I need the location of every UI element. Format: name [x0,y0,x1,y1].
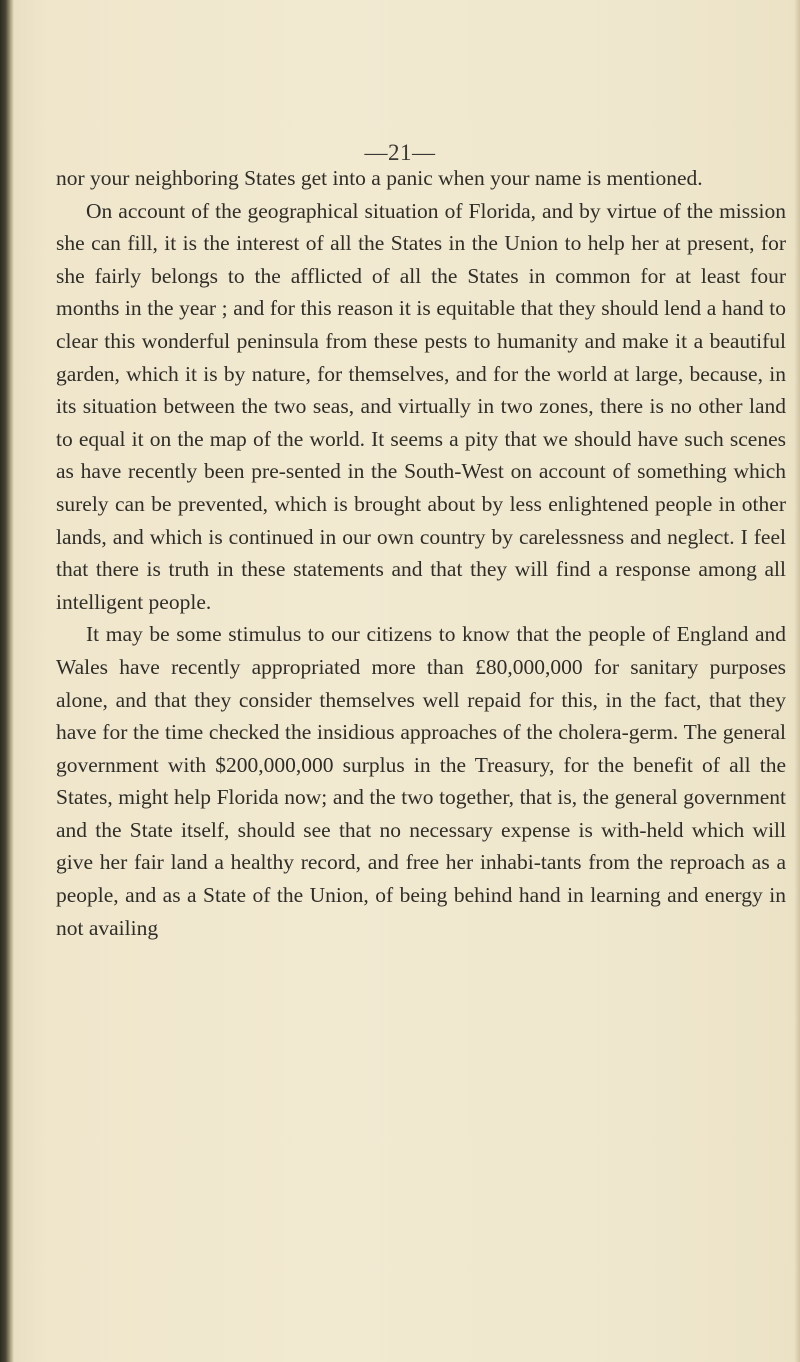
page-number: —21— [364,140,436,165]
paragraph-1: nor your neighboring States get into a panic when your name is mentioned. [56,166,703,190]
page-edge [794,0,800,1362]
body-text [56,162,786,944]
paragraph-2: On account of the geographical situation of Florida, and by virtue of the mission she can fill, it is the interest of all the States in the Union to help her at present, for she fairly belongs to the afflicted of all the States in common for at least four months in the year ; and for this reason it is equitable that they should lend a hand to clear this wonderful peninsula from these pests to humanity and make it a beautiful garden, which it is by nature, for themselves, and for the world at large, because, in its situation between the two seas, and virtually in two zones, there is no other land to equal it on the map of the world. It seems a pity that we should have such scenes as have recently been pre-sented in the South-West on account of something which surely can be prevented, which is brought about by less enlightened people in other lands, and which is continued in our own country by carelessness and neglect. I feel that there is truth in these statements and that they will find a response among all intelligent people. [56,198,786,614]
binding-edge [0,0,14,1362]
paragraph-3: It may be some stimulus to our citizens to know that the people of England and Wales have recently appropriated more than £80,000,000 for sanitary purposes alone, and that they consider themselves well repaid for this, in the fact, that they have for the time checked the insidious approaches of the cholera-germ. The general government with $200,000,000 surplus in the Treasury, for the benefit of all the States, might help Florida now; and the two together, that is, the general government and the State itself, should see that no necessary expense is with-held which will give her fair land a healthy record, and free her inhabi-tants from the reproach as a people, and as a State of the Union, of being behind hand in learning and energy in not availing [56,622,786,940]
